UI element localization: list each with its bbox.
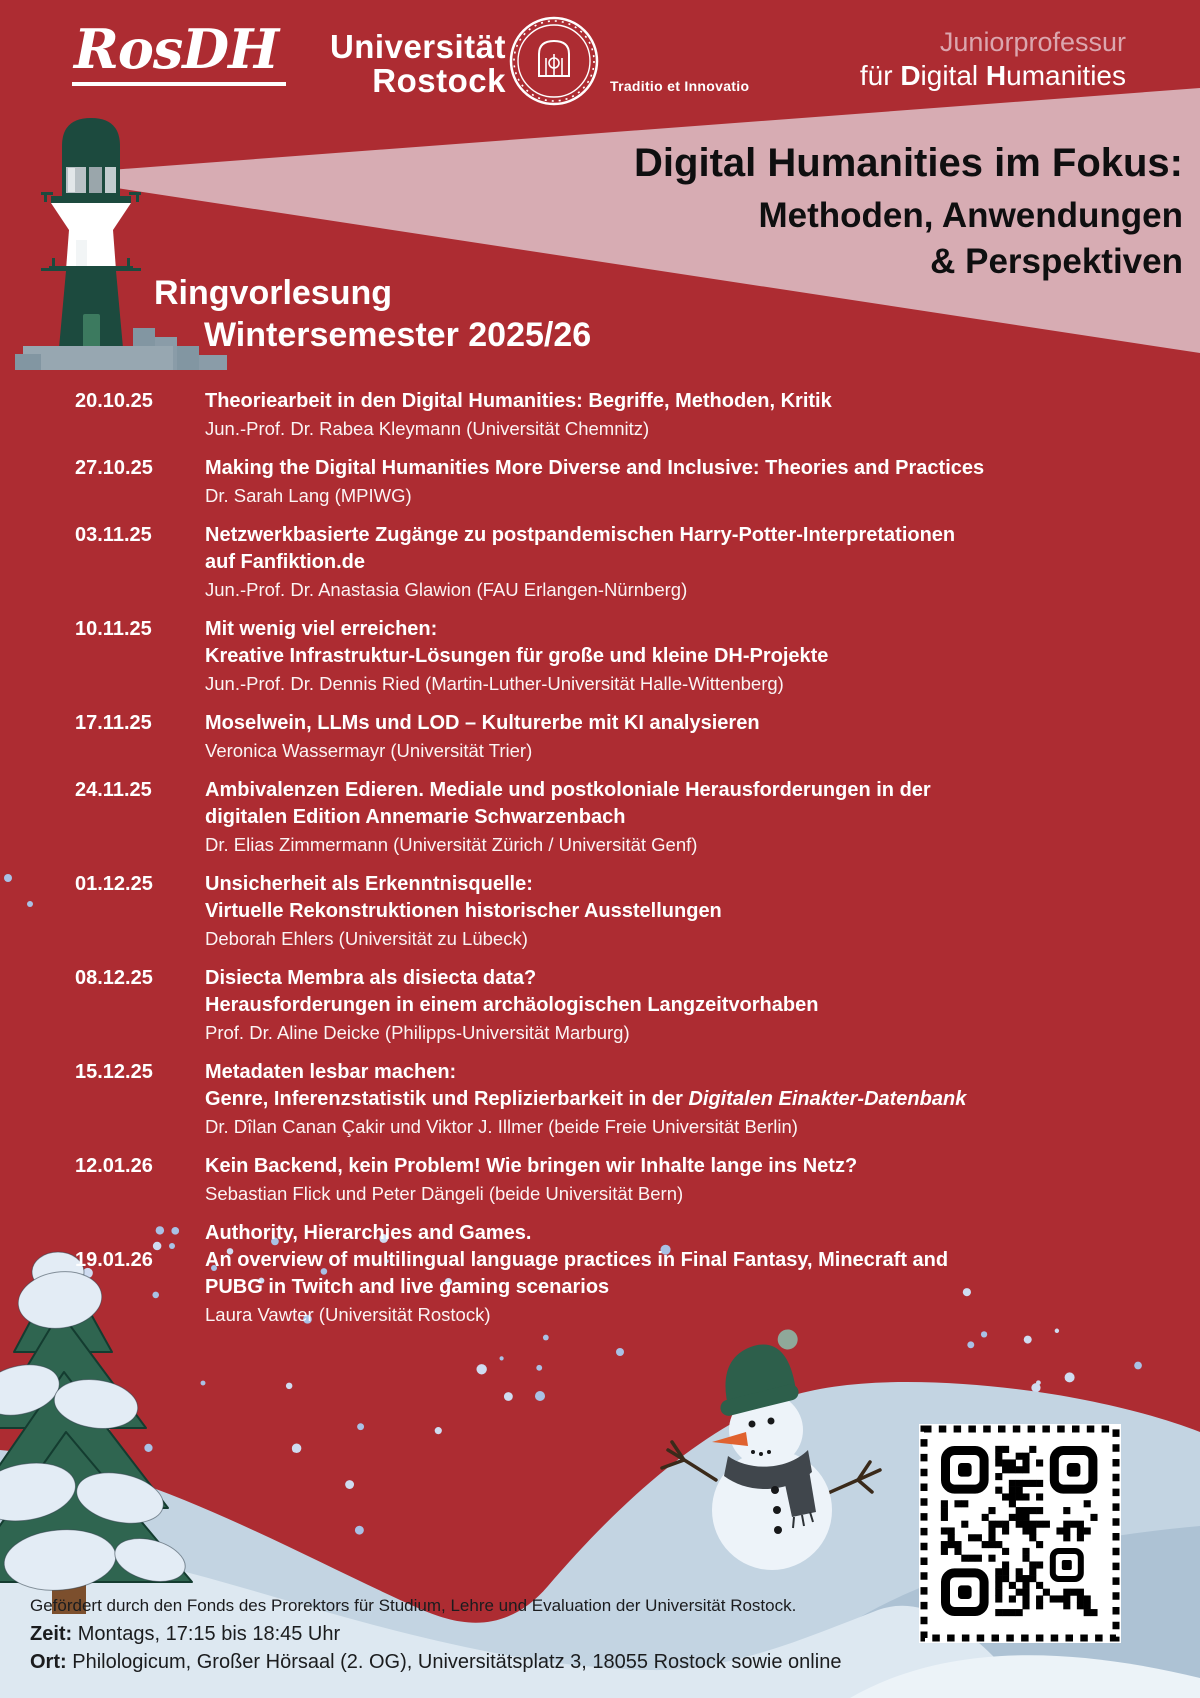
university-name-line1: Universität — [329, 28, 506, 65]
talk-title-line: Unsicherheit als Erkenntnisquelle: — [205, 873, 533, 895]
qr-code — [919, 1424, 1121, 1643]
talk — [205, 871, 1150, 952]
talk — [205, 710, 1150, 764]
rosdh-logo: RosDH — [72, 22, 286, 86]
university-motto: Traditio et Innovatio — [610, 78, 750, 94]
talk — [205, 1220, 1150, 1328]
talk — [205, 455, 1150, 509]
talk-title-line: Making the Digital Humanities More Diverse and Inclusive: Theories and Practices — [205, 457, 985, 479]
date-label: 01.12.25 — [75, 873, 153, 895]
speaker-name: Dr. Elias Zimmermann (Universität Zürich / Universität Genf) — [205, 834, 698, 855]
talk-title-line: auf Fanfiktion.de — [205, 551, 365, 573]
schedule-entry — [75, 777, 1150, 858]
speaker-name: Jun.-Prof. Dr. Anastasia Glawion (FAU Erlangen-Nürnberg) — [205, 579, 688, 600]
speaker-name: Jun.-Prof. Dr. Rabea Kleymann (Universität Chemnitz) — [205, 418, 650, 439]
schedule-entry — [75, 1220, 1150, 1328]
lighthouse-dome — [62, 118, 120, 164]
schedule-entry — [75, 710, 1150, 764]
date-label: 03.11.25 — [75, 524, 152, 546]
talk-title-line: Netzwerkbasierte Zugänge zu postpandemischen Harry-Potter-Interpretationen — [205, 524, 956, 546]
time-info: Zeit: Montags, 17:15 bis 18:45 Uhr — [30, 1623, 341, 1645]
footer-info — [30, 1592, 841, 1676]
talk-title-line: Disiecta Membra als disiecta data? — [205, 967, 537, 989]
talk-title-line: Authority, Hierarchies and Games. — [205, 1222, 532, 1244]
place-info: Ort: Philologicum, Großer Hörsaal (2. OG), Universitätsplatz 3, 18055 Rostock sowie online — [30, 1651, 842, 1673]
date-label: 10.11.25 — [75, 618, 152, 640]
schedule-entry — [75, 455, 1150, 509]
series-heading-line1: Ringvorlesung — [154, 274, 393, 312]
chair-line1: Juniorprofessur — [939, 27, 1126, 57]
speaker-name: Dr. Sarah Lang (MPIWG) — [205, 485, 412, 506]
speaker-name: Deborah Ehlers (Universität zu Lübeck) — [205, 928, 528, 949]
speaker-name: Laura Vawter (Universität Rostock) — [205, 1304, 491, 1325]
speaker-name: Prof. Dr. Aline Deicke (Philipps-Universität Marburg) — [205, 1022, 630, 1043]
talk-title-line: Herausforderungen in einem archäologischen Langzeitvorhaben — [205, 994, 819, 1016]
schedule-entry — [75, 1153, 1150, 1207]
date-label: 08.12.25 — [75, 967, 153, 989]
schedule-entry — [75, 965, 1150, 1046]
date-label: 12.01.26 — [75, 1155, 153, 1177]
talk-title-line: Kreative Infrastruktur-Lösungen für große und kleine DH-Projekte — [205, 645, 829, 667]
university-seal — [508, 14, 600, 108]
series-heading-line2: Wintersemester 2025/26 — [204, 316, 592, 354]
university-name-line2: Rostock — [372, 62, 506, 99]
talk-title-line: Kein Backend, kein Problem! Wie bringen wir Inhalte lange ins Netz? — [205, 1155, 858, 1177]
schedule-entry — [75, 388, 1150, 442]
speaker-name: Veronica Wassermayr (Universität Trier) — [205, 740, 533, 761]
speaker-name: Sebastian Flick und Peter Dängeli (beide Universität Bern) — [205, 1183, 684, 1204]
date-label: 27.10.25 — [75, 457, 153, 479]
lecture-schedule — [75, 388, 1150, 1341]
schedule-entry — [75, 871, 1150, 952]
talk-title-line: PUBG in Twitch and live gaming scenarios — [205, 1276, 610, 1298]
talk — [205, 616, 1150, 697]
date-label: 17.11.25 — [75, 712, 152, 734]
talk-title-line: Theoriearbeit in den Digital Humanities: Begriffe, Methoden, Kritik — [205, 390, 832, 412]
talk-title-line: digitalen Edition Annemarie Schwarzenbach — [205, 806, 626, 828]
talk-title-line: Virtuelle Rekonstruktionen historischer Ausstellungen — [205, 900, 722, 922]
chair-wordmark — [860, 26, 1126, 92]
poster-title-line2: Methoden, Anwendungen — [758, 196, 1183, 235]
talk-title-line: Genre, Inferenzstatistik und Replizierbarkeit in der Digitalen Einakter-Datenbank — [205, 1088, 967, 1110]
date-label: 19.01.26 — [75, 1249, 153, 1271]
speaker-name: Dr. Dîlan Canan Çakir und Viktor J. Illmer (beide Freie Universität Berlin) — [205, 1116, 798, 1137]
university-wordmark — [300, 30, 506, 98]
schedule-entry — [75, 522, 1150, 603]
poster-title-line3: & Perspektiven — [930, 242, 1183, 281]
date-label: 24.11.25 — [75, 779, 152, 801]
schedule-entry — [75, 616, 1150, 697]
talk-title-line: Mit wenig viel erreichen: — [205, 618, 438, 640]
talk-title-line: An overview of multilingual language practices in Final Fantasy, Minecraft and — [205, 1249, 949, 1271]
date-label: 20.10.25 — [75, 390, 153, 412]
talk — [205, 522, 1150, 603]
funding-note: Gefördert durch den Fonds des Prorektors für Studium, Lehre und Evaluation der Universität Rostock. — [30, 1596, 797, 1615]
poster-title-line1: Digital Humanities im Fokus: — [634, 141, 1183, 185]
poster-title — [634, 140, 1183, 282]
talk-title-line: Metadaten lesbar machen: — [205, 1061, 457, 1083]
talk — [205, 965, 1150, 1046]
talk-title-line: Ambivalenzen Edieren. Mediale und postkoloniale Herausforderungen in der — [205, 779, 931, 801]
talk — [205, 1153, 1150, 1207]
series-heading — [154, 272, 591, 356]
talk-title-line: Moselwein, LLMs und LOD – Kulturerbe mit KI analysieren — [205, 712, 760, 734]
speaker-name: Jun.-Prof. Dr. Dennis Ried (Martin-Luther-Universität Halle-Wittenberg) — [205, 673, 784, 694]
chair-line2: für Digital Humanities — [859, 60, 1126, 91]
talk — [205, 777, 1150, 858]
date-label: 15.12.25 — [75, 1061, 153, 1083]
talk — [205, 1059, 1150, 1140]
talk — [205, 388, 1150, 442]
schedule-entry — [75, 1059, 1150, 1140]
